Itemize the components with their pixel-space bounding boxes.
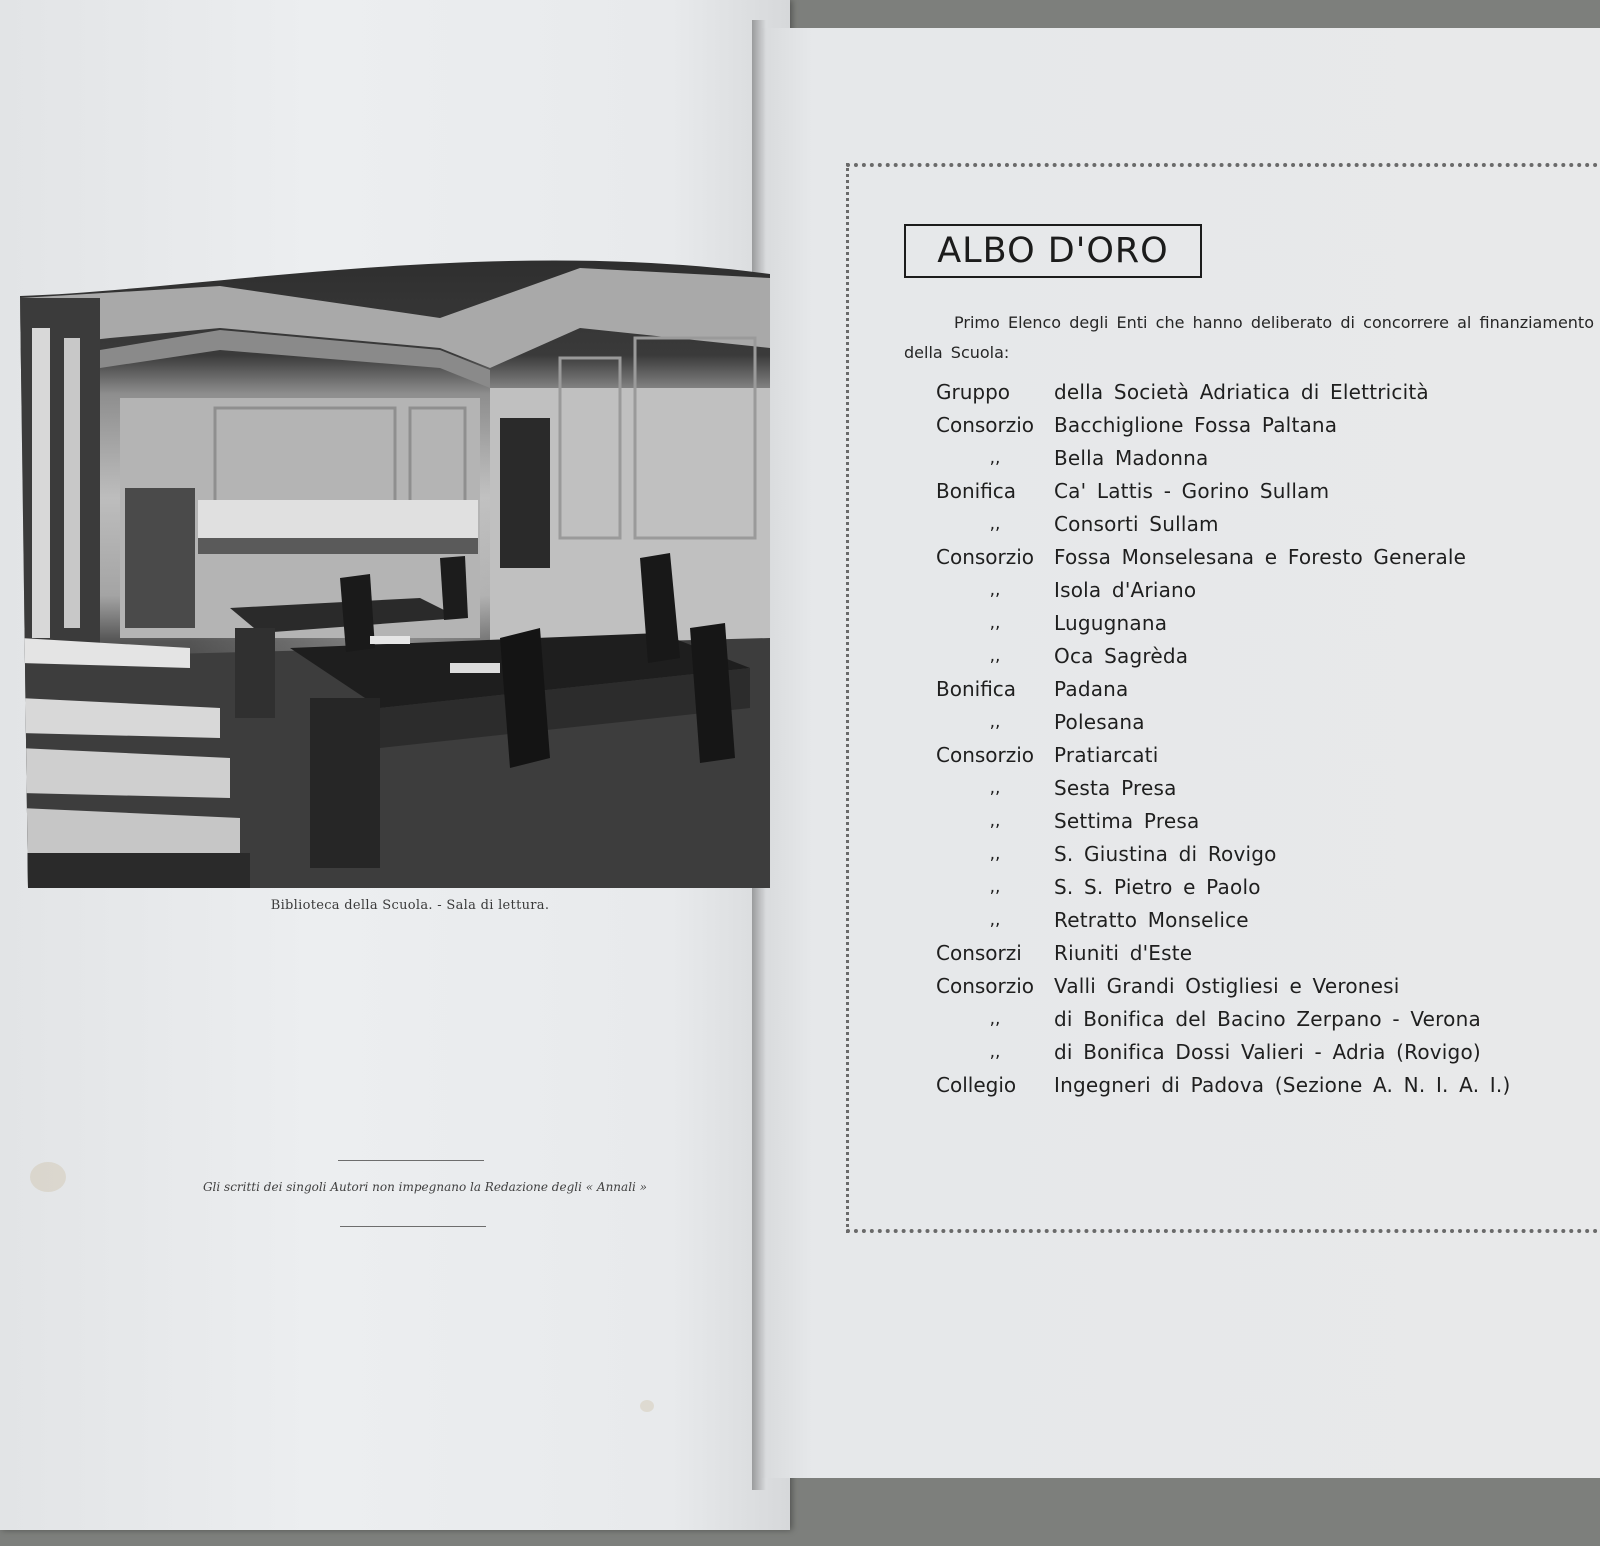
entity-name: Sesta Presa xyxy=(1054,776,1177,800)
list-item xyxy=(936,937,1596,970)
list-item xyxy=(936,772,1596,805)
ditto-mark: ,, xyxy=(989,1042,1001,1062)
intro-text: Primo Elenco degli Enti che hanno deliberato di concorrere al finanziamento della Scuola: xyxy=(904,313,1594,362)
entity-name: S. Giustina di Rovigo xyxy=(1054,842,1277,866)
entity-name: Valli Grandi Ostigliesi e Veronesi xyxy=(1054,974,1400,998)
list-item xyxy=(936,1003,1596,1036)
entity-category: Bonifica xyxy=(936,677,1017,701)
ditto-mark: ,, xyxy=(989,712,1001,732)
entity-name: Bella Madonna xyxy=(1054,446,1209,470)
drawer-cabinet-base xyxy=(20,853,250,888)
paper-stain xyxy=(30,1162,66,1192)
list-item xyxy=(936,871,1596,904)
entity-category: Consorzio xyxy=(936,413,1035,437)
entity-category: Collegio xyxy=(936,1073,1017,1097)
entity-name: Isola d'Ariano xyxy=(1054,578,1197,602)
chair xyxy=(440,556,468,620)
paper-on-table xyxy=(370,636,410,644)
list-item xyxy=(936,607,1596,640)
entity-name: Bacchiglione Fossa Paltana xyxy=(1054,413,1338,437)
table-pedestal xyxy=(310,698,380,868)
window xyxy=(32,328,50,638)
list-item xyxy=(936,904,1596,937)
list-item xyxy=(936,574,1596,607)
divider-rule xyxy=(340,1226,486,1227)
list-item xyxy=(936,706,1596,739)
entity-name: Consorti Sullam xyxy=(1054,512,1219,536)
ditto-mark: ,, xyxy=(989,514,1001,534)
entity-name: Retratto Monselice xyxy=(1054,908,1249,932)
paper-on-table xyxy=(450,663,500,673)
entity-name: di Bonifica Dossi Valieri - Adria (Rovigo) xyxy=(1054,1040,1481,1064)
editorial-note: Gli scritti dei singoli Autori non impegnano la Redazione degli « Annali » xyxy=(202,1180,648,1194)
list-item xyxy=(936,376,1596,409)
entity-category: Consorzio xyxy=(936,743,1035,767)
divider-rule xyxy=(338,1160,484,1161)
entity-name: Settima Presa xyxy=(1054,809,1200,833)
table-pedestal xyxy=(235,628,275,718)
list-item xyxy=(936,1036,1596,1069)
ditto-mark: ,, xyxy=(989,811,1001,831)
donor-list xyxy=(936,376,1596,1102)
entity-name: Padana xyxy=(1054,677,1129,701)
entity-name: Ingegneri di Padova (Sezione A. N. I. A. I.) xyxy=(1054,1073,1511,1097)
paper-stain xyxy=(640,1400,654,1412)
list-item xyxy=(936,508,1596,541)
entity-name: Riuniti d'Este xyxy=(1054,941,1193,965)
list-item xyxy=(936,970,1596,1003)
map-drawer xyxy=(20,638,190,668)
list-item xyxy=(936,739,1596,772)
entity-name: Ca' Lattis - Gorino Sullam xyxy=(1054,479,1330,503)
entity-name: della Società Adriatica di Elettricità xyxy=(1054,380,1429,404)
list-item xyxy=(936,475,1596,508)
ditto-mark: ,, xyxy=(989,580,1001,600)
entity-name: Lugugnana xyxy=(1054,611,1168,635)
list-item xyxy=(936,409,1596,442)
ditto-mark: ,, xyxy=(989,1009,1001,1029)
list-item xyxy=(936,541,1596,574)
entity-name: S. S. Pietro e Paolo xyxy=(1054,875,1261,899)
entity-category: Gruppo xyxy=(936,380,1011,404)
entity-name: Pratiarcati xyxy=(1054,743,1159,767)
entity-name: Oca Sagrèda xyxy=(1054,644,1189,668)
list-item xyxy=(936,442,1596,475)
page-title: ALBO D'ORO xyxy=(904,224,1202,278)
entity-category: Consorzio xyxy=(936,974,1035,998)
window xyxy=(64,338,80,628)
ditto-mark: ,, xyxy=(989,448,1001,468)
ditto-mark: ,, xyxy=(989,778,1001,798)
entity-name: Fossa Monselesana e Foresto Generale xyxy=(1054,545,1467,569)
entity-name: di Bonifica del Bacino Zerpano - Verona xyxy=(1054,1007,1481,1031)
ditto-mark: ,, xyxy=(989,844,1001,864)
entity-category: Bonifica xyxy=(936,479,1017,503)
list-item xyxy=(936,805,1596,838)
shelf-base xyxy=(198,538,478,554)
ditto-mark: ,, xyxy=(989,877,1001,897)
doorway xyxy=(500,418,550,568)
list-item xyxy=(936,1069,1596,1102)
chair xyxy=(340,574,375,652)
list-item xyxy=(936,673,1596,706)
ditto-mark: ,, xyxy=(989,910,1001,930)
entity-category: Consorzio xyxy=(936,545,1035,569)
photo-caption: Biblioteca della Scuola. - Sala di lettura. xyxy=(270,898,550,913)
list-item xyxy=(936,640,1596,673)
reading-room-photo-drawing xyxy=(20,238,770,888)
ditto-mark: ,, xyxy=(989,613,1001,633)
reading-room-photo xyxy=(20,238,770,888)
doorway xyxy=(125,488,195,628)
list-item xyxy=(936,838,1596,871)
entity-name: Polesana xyxy=(1054,710,1145,734)
ditto-mark: ,, xyxy=(989,646,1001,666)
entity-category: Consorzi xyxy=(936,941,1022,965)
